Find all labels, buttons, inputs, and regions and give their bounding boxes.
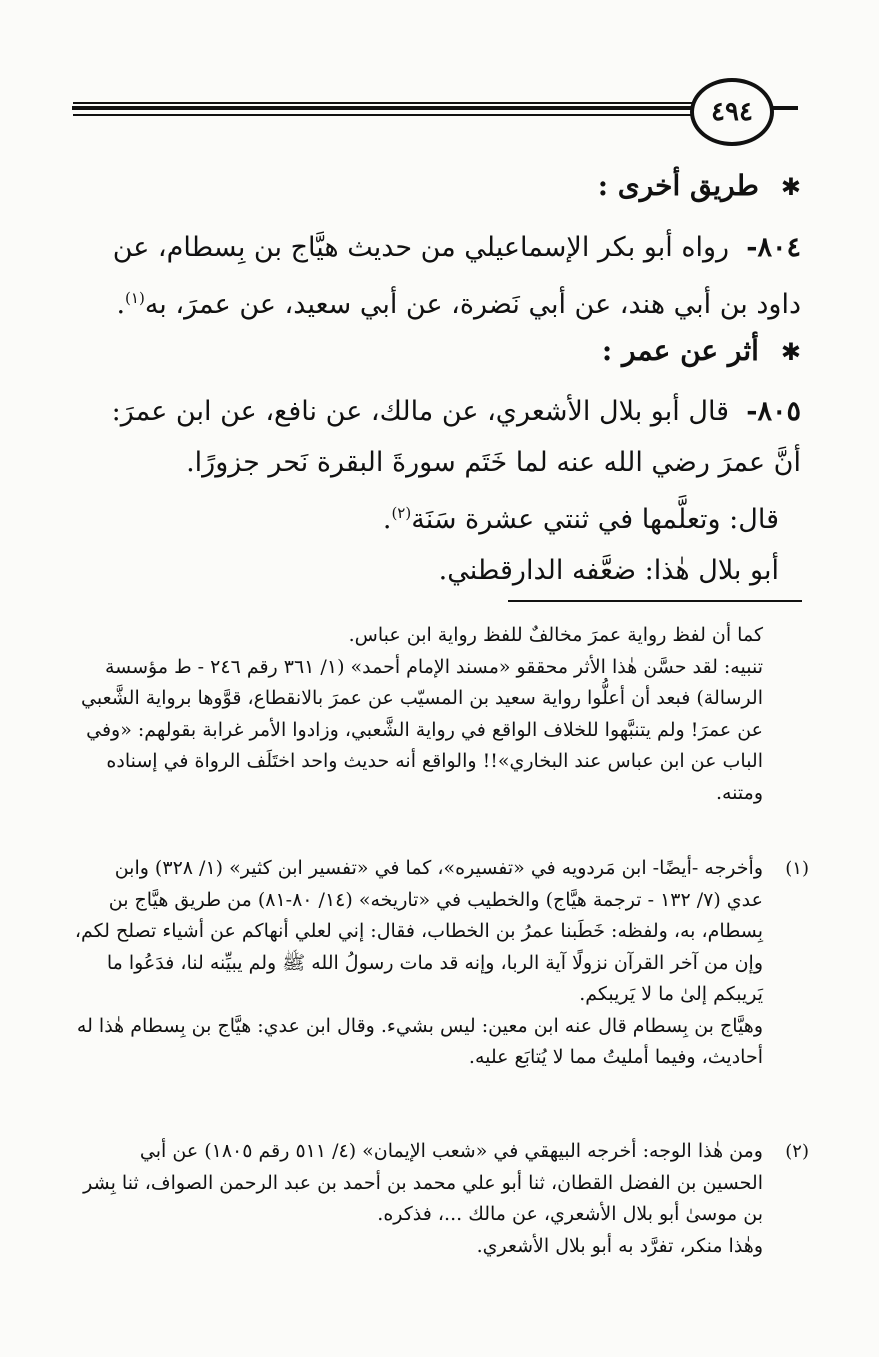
- footnote-2: [74, 1136, 809, 1262]
- entry-805-line-4: أبو بلال هٰذا: ضعَّفه الدارقطني.: [438, 555, 779, 586]
- header-rule: [72, 106, 707, 110]
- asterisk-icon: ✱: [780, 338, 801, 366]
- section-heading-athar-umar: ✱أثر عن عمر :: [601, 334, 801, 367]
- entry-805-line-1: ٨٠٥- قال أبو بلال الأشعري، عن مالك، عن نافع، عن ابن عمرَ:: [111, 396, 801, 427]
- page-number: ٤٩٤: [711, 97, 753, 127]
- footnote-ref[interactable]: (٢): [391, 504, 412, 522]
- footnote-note: تنبيه: لقد حسَّن هٰذا الأثر محققو «مسند الإمام أحمد» (١/ ٣٦١ رقم ٢٤٦ - ط مؤسسة الرسالة) فبعد أن أعلُّوا رواية سعيد بن المسيّب عن عمرَ بالانقطاع، قوَّوها برواية الشَّعبي عن عمرَ! ولم يتنبَّهوا للخلاف الواقع في رواية الشَّعبي، وزادوا الأمر غرابة بقولهم: «وفي الباب عن ابن عباس عند البخاري»!! والواقع أنه حديث واحد اختَلَف الرواة في إسناده ومتنه.: [81, 655, 763, 804]
- footnote-continuation: [74, 620, 809, 809]
- asterisk-icon: ✱: [780, 173, 801, 201]
- entry-number: ٨٠٥-: [746, 396, 801, 427]
- entry-805: [71, 386, 801, 596]
- entry-number: ٨٠٤-: [746, 232, 801, 263]
- footnote-ref[interactable]: (١): [125, 289, 145, 307]
- footnote-separator: [508, 600, 802, 602]
- entry-805-line-2: أنَّ عمرَ رضي الله عنه لما خَتَم سورةَ البقرة نَحر جزورًا.: [186, 447, 801, 478]
- entry-805-line-3: قال: وتعلَّمها في ثنتي عشرة سَنَة$^{(٢)}$.: [382, 504, 779, 535]
- entry-804: ٨٠٤- رواه أبو بكر الإسماعيلي من حديث هيَّاج بن بِسطام، عن داود بن أبي هند، عن أبي نَضرة، عن أبي سعيد، عن عمرَ، به$^{(١)}$.: [112, 232, 801, 320]
- footnote-1-text: وأخرجه -أيضًا- ابن مَردويه في «تفسيره»، كما في «تفسير ابن كثير» (١/ ٣٢٨) وابن عدي (٧/ ١٣٢ - ترجمة هيَّاج) والخطيب في «تاريخه» (١٤/ ٨٠-٨١) من طريق هيَّاج بن بِسطام، به، ولفظه: خَطَبنا عمرُ بن الخطاب، فقال: إني لعلي أنهاكم عن أشياء تصلح لكم، وإن من آخر القرآن نزولًا آية الربا، وإنه قد مات رسولُ الله ﷺ ولم يبيِّنه لنا، فدَعُوا ما يَريبكم إلىٰ ما لا يَريبكم.: [74, 857, 763, 1005]
- footnote-2-number: (٢): [785, 1141, 809, 1162]
- section-heading-other-route: ✱طريق أخرى :: [597, 169, 801, 202]
- footnote-2-text-2: وهٰذا منكر، تفرَّد به أبو بلال الأشعري.: [476, 1234, 763, 1257]
- footnote-continuation-text: كما أن لفظ رواية عمرَ مخالفٌ للفظ رواية ابن عباس.: [348, 624, 763, 646]
- footnote-2-text: ومن هٰذا الوجه: أخرجه البيهقي في «شعب الإيمان» (٤/ ٥١١ رقم ١٨٠٥) عن أبي الحسين بن الفضل القطان، ثنا أبو علي محمد بن أحمد بن عبد الرحمن الصواف، ثنا بِشر بن موسىٰ أبو بلال الأشعري، عن مالك ...، فذكره.: [83, 1140, 763, 1225]
- entry-text: رواه أبو بكر الإسماعيلي من حديث هيَّاج بن بِسطام، عن داود بن أبي هند، عن أبي نَضرة، عن أبي سعيد، عن عمرَ، به: [112, 232, 801, 320]
- footnote-1-number: (١): [785, 858, 809, 879]
- footnote-1-text-2: وهيَّاج بن بِسطام قال عنه ابن معين: ليس بشيء. وقال ابن عدي: هيَّاج بن بِسطام هٰذا له أحاديث، وفيما أمليتُ مما لا يُتابَع عليه.: [76, 1014, 763, 1068]
- footnote-1: [74, 853, 809, 1074]
- page-number-badge: [690, 78, 774, 146]
